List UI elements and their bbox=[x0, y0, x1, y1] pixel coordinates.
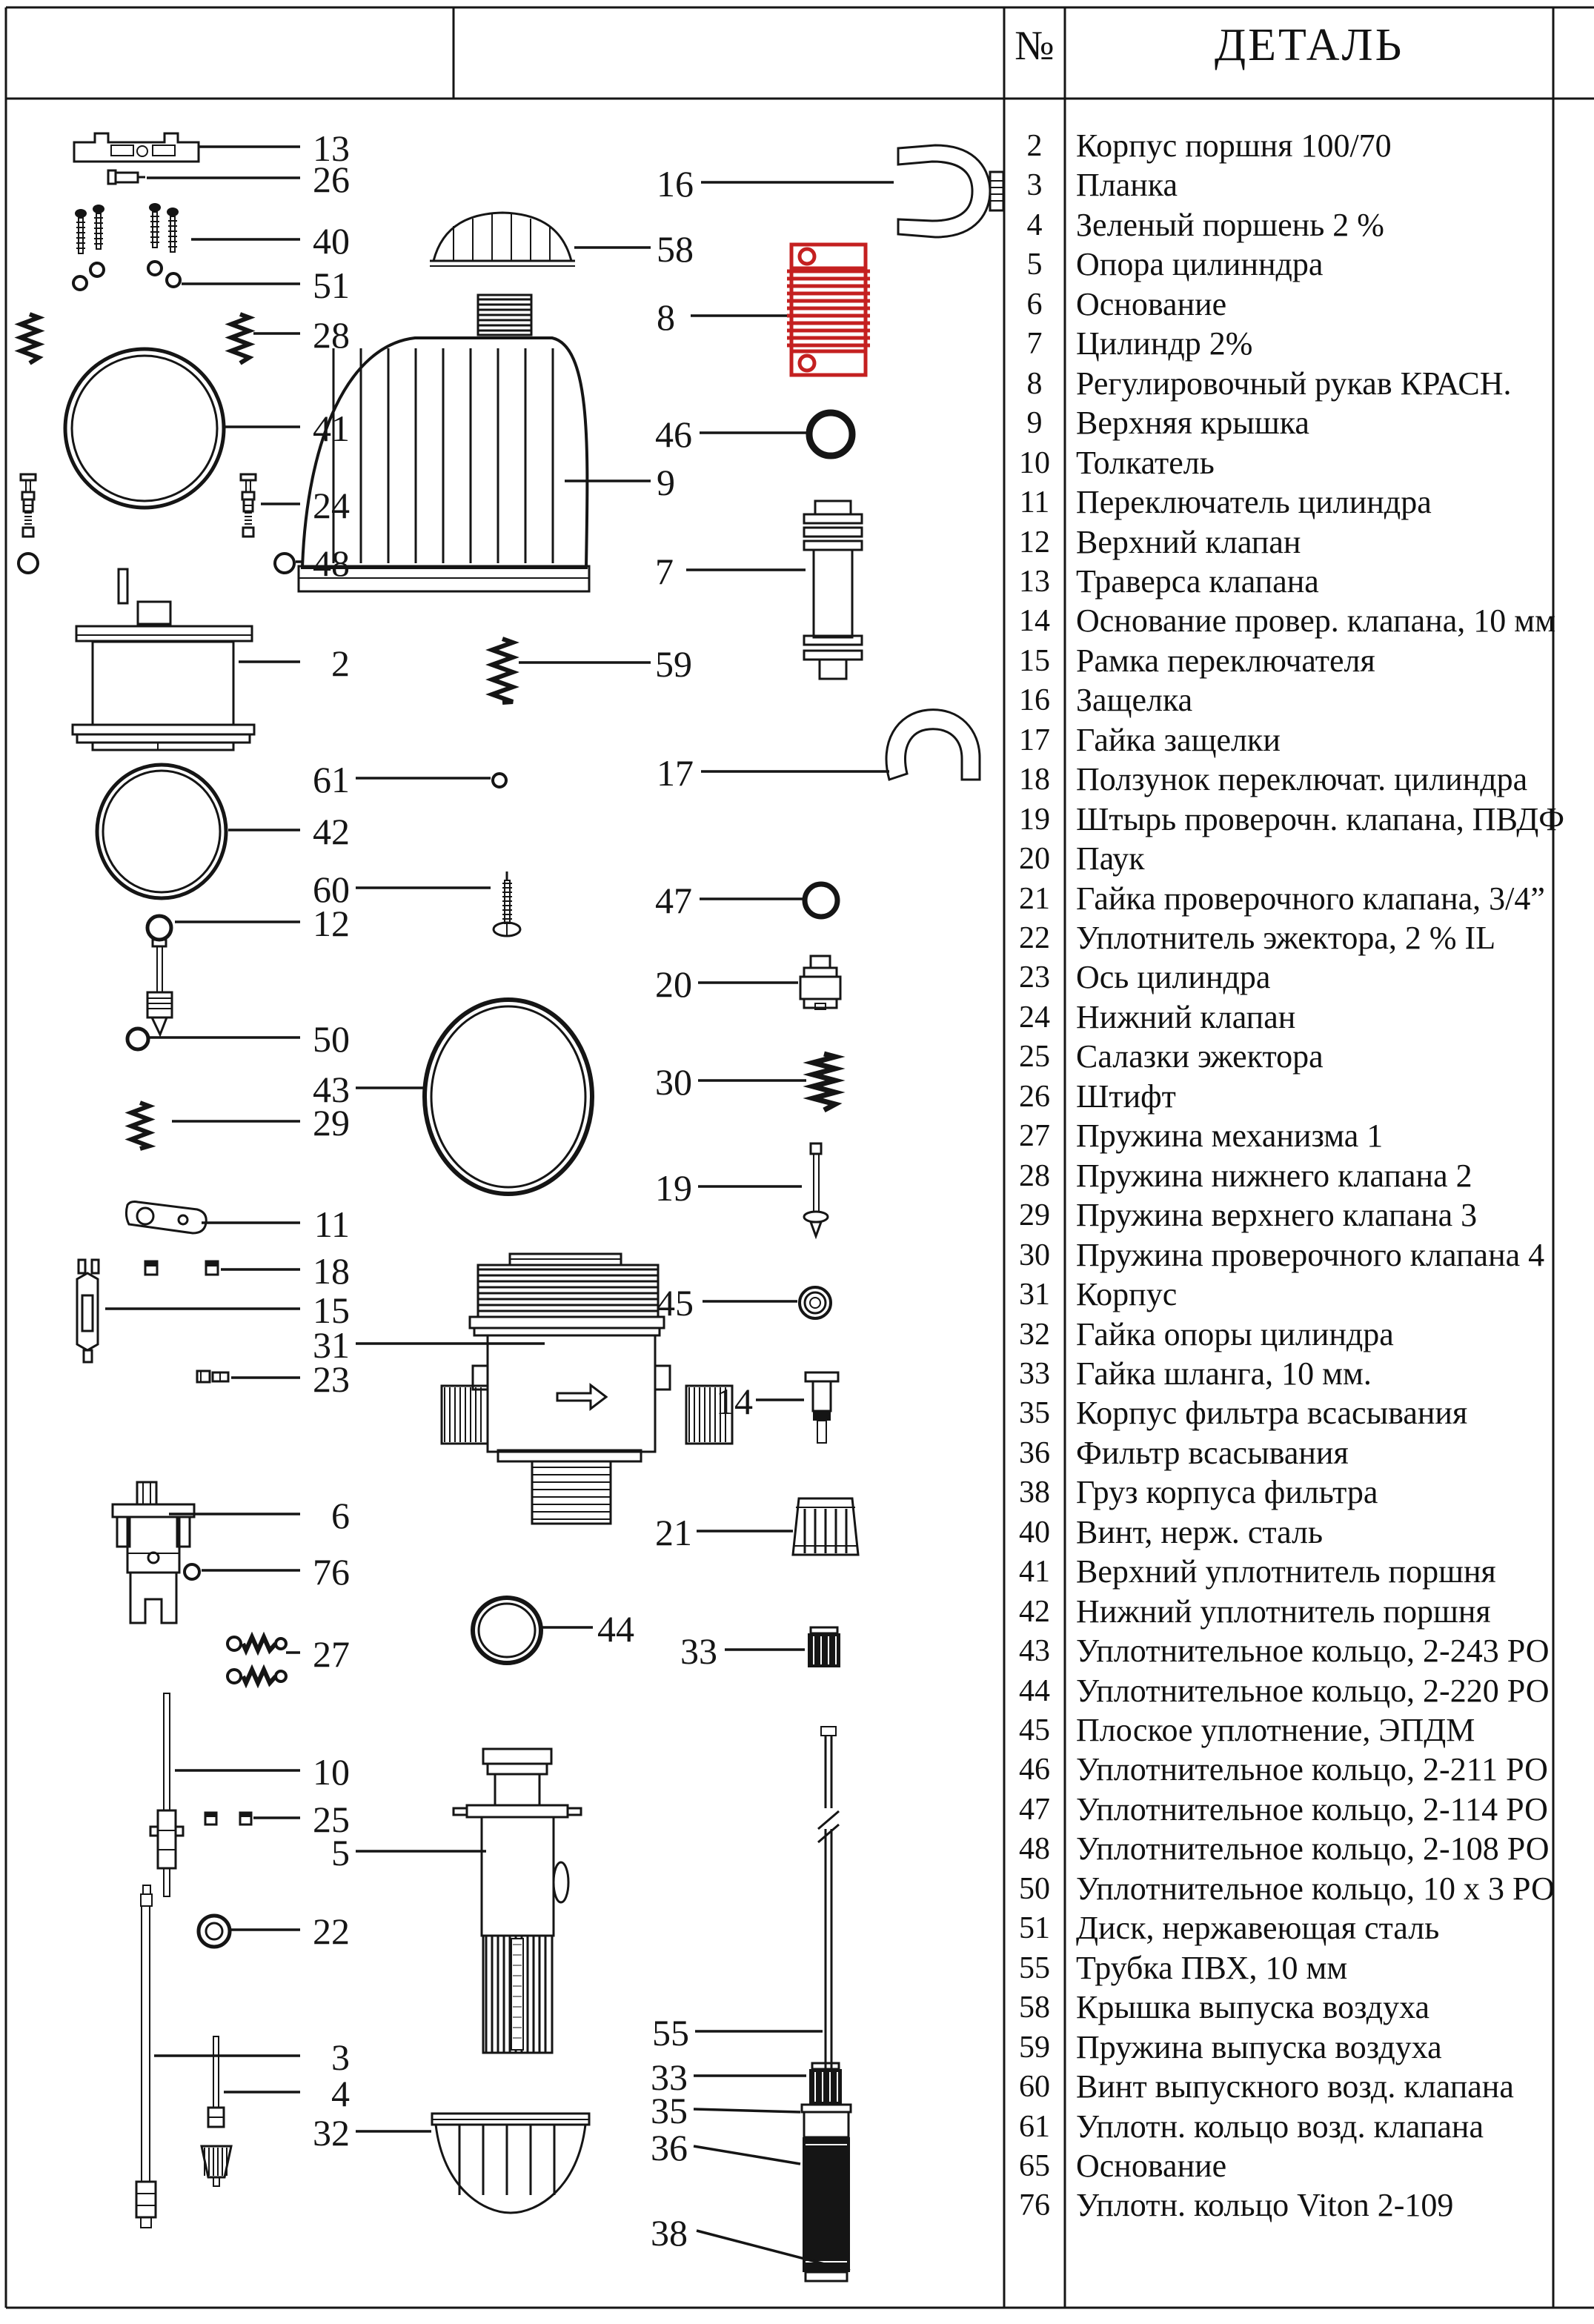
table-row-name: Груз корпуса фильтра bbox=[1076, 1474, 1378, 1511]
part-ring bbox=[137, 1208, 153, 1224]
table-row-name: Основание bbox=[1076, 2147, 1227, 2184]
part-ring bbox=[72, 356, 217, 501]
part-rect bbox=[811, 1627, 837, 1633]
part-ring bbox=[206, 1923, 222, 1939]
table-row-name: Защелка bbox=[1076, 682, 1193, 719]
table-row-number: 10 bbox=[1019, 445, 1050, 480]
part-ring bbox=[276, 1639, 286, 1649]
callout-label-16: 16 bbox=[657, 163, 694, 205]
table-row-number: 16 bbox=[1019, 683, 1050, 718]
part-rect bbox=[240, 1813, 251, 1817]
part-rect bbox=[164, 1868, 170, 1896]
part-rect bbox=[213, 2177, 219, 2186]
part-ring bbox=[19, 554, 38, 573]
part-rect bbox=[791, 245, 866, 268]
part-rect bbox=[142, 1906, 150, 2182]
table-row-name: Гайка проверочного клапана, 3/4” bbox=[1076, 880, 1545, 917]
part-rect bbox=[804, 968, 837, 977]
table-row-name: Уплотн. кольцо Viton 2-109 bbox=[1076, 2187, 1454, 2224]
part-ring bbox=[228, 1637, 241, 1650]
part-spring bbox=[231, 314, 249, 363]
part-path bbox=[93, 205, 104, 213]
table-row-name: Пружина механизма 1 bbox=[1076, 1118, 1384, 1155]
callout-label-29: 29 bbox=[313, 1102, 350, 1143]
table-row-name: Ползунок переключат. цилиндра bbox=[1076, 761, 1528, 798]
leader-line-36 bbox=[694, 2146, 800, 2164]
table-row-name: Уплотнительное кольцо, 2-211 РО bbox=[1076, 1751, 1548, 1788]
table-row-number: 59 bbox=[1019, 2030, 1050, 2065]
callout-label-48: 48 bbox=[313, 542, 350, 584]
callout-label-11: 11 bbox=[313, 1204, 350, 1245]
callout-label-47: 47 bbox=[655, 880, 692, 921]
table-row-name: Уплотн. кольцо возд. клапана bbox=[1076, 2108, 1484, 2145]
part-rect bbox=[478, 1265, 658, 1317]
part-rect bbox=[815, 501, 851, 514]
callout-label-36: 36 bbox=[651, 2127, 688, 2168]
part-rect bbox=[93, 642, 233, 725]
table-row-number: 58 bbox=[1019, 1991, 1050, 2025]
part-rect bbox=[76, 626, 252, 641]
callout-label-7: 7 bbox=[655, 551, 674, 592]
part-rect bbox=[532, 1461, 611, 1524]
table-row-number: 20 bbox=[1019, 842, 1050, 877]
part-ring bbox=[276, 1671, 286, 1681]
part-rect bbox=[990, 172, 1003, 210]
part-spring bbox=[243, 1637, 276, 1650]
table-row-number: 21 bbox=[1019, 881, 1050, 916]
callout-label-60: 60 bbox=[313, 869, 350, 910]
part-rect bbox=[143, 1885, 150, 1894]
part-rect bbox=[791, 351, 866, 375]
table-row-number: 55 bbox=[1019, 1950, 1050, 1985]
table-row-number: 65 bbox=[1019, 2148, 1050, 2183]
table-row-name: Зеленый поршень 2 % bbox=[1076, 206, 1384, 243]
callout-label-2: 2 bbox=[331, 643, 350, 684]
part-rect bbox=[158, 1810, 176, 1868]
part-rect bbox=[153, 145, 175, 156]
table-row-number: 12 bbox=[1019, 525, 1050, 560]
part-rect bbox=[821, 1727, 836, 1736]
part-rect bbox=[84, 1350, 92, 1362]
table-row-name: Планка bbox=[1076, 167, 1178, 204]
table-row-number: 31 bbox=[1019, 1278, 1050, 1312]
table-row-number: 33 bbox=[1019, 1356, 1050, 1391]
part-rect bbox=[21, 474, 36, 480]
part-path bbox=[302, 338, 587, 568]
part-rect bbox=[116, 173, 138, 182]
callout-label-28: 28 bbox=[313, 314, 350, 356]
table-row-number: 40 bbox=[1019, 1515, 1050, 1550]
callout-label-41: 41 bbox=[313, 408, 350, 449]
part-path bbox=[886, 710, 980, 780]
part-ring bbox=[228, 1670, 241, 1683]
part-path bbox=[167, 208, 179, 216]
part-rect bbox=[811, 956, 830, 968]
part-ring bbox=[809, 413, 852, 456]
callout-label-61: 61 bbox=[313, 759, 350, 800]
table-row-name: Основание провер. клапана, 10 мм bbox=[1076, 602, 1555, 640]
part-rect bbox=[817, 1421, 826, 1443]
part-ring bbox=[90, 263, 104, 276]
table-row-name: Цилиндр 2% bbox=[1076, 325, 1253, 362]
part-rect bbox=[136, 2182, 156, 2217]
part-path bbox=[898, 145, 990, 237]
callout-label-10: 10 bbox=[313, 1751, 350, 1793]
table-row-name: Пружина проверочного клапана 4 bbox=[1076, 1236, 1545, 1273]
table-row-number: 14 bbox=[1019, 604, 1050, 639]
table-row-number: 50 bbox=[1019, 1871, 1050, 1906]
table-row-number: 45 bbox=[1019, 1713, 1050, 1747]
part-rect bbox=[800, 977, 840, 999]
part-rect bbox=[246, 480, 250, 492]
part-rect bbox=[804, 2112, 849, 2137]
table-row-number: 44 bbox=[1019, 1673, 1050, 1708]
part-rect bbox=[137, 1482, 156, 1504]
callout-label-59: 59 bbox=[655, 643, 692, 685]
callout-label-33: 33 bbox=[651, 2056, 688, 2098]
part-ring bbox=[179, 1215, 187, 1224]
table-header-detail: ДЕТАЛЬ bbox=[1214, 20, 1404, 70]
part-rect bbox=[804, 651, 862, 660]
table-row-number: 27 bbox=[1019, 1119, 1050, 1154]
table-row-number: 22 bbox=[1019, 921, 1050, 955]
part-ring bbox=[425, 1000, 592, 1194]
callout-label-50: 50 bbox=[313, 1018, 350, 1060]
callout-label-58: 58 bbox=[657, 228, 694, 270]
part-ring bbox=[127, 1029, 148, 1049]
callout-label-33: 33 bbox=[680, 1630, 717, 1672]
part-ring bbox=[148, 1553, 159, 1563]
part-rect bbox=[176, 1827, 183, 1836]
table-row-number: 18 bbox=[1019, 763, 1050, 797]
table-row-name: Уплотнительное кольцо, 2-114 РО bbox=[1076, 1790, 1548, 1827]
callout-label-42: 42 bbox=[313, 811, 350, 852]
part-rect bbox=[23, 528, 33, 537]
part-rect bbox=[205, 1813, 216, 1817]
table-row-number: 28 bbox=[1019, 1158, 1050, 1193]
part-rect bbox=[77, 734, 250, 743]
table-row-name: Траверса клапана bbox=[1076, 562, 1319, 600]
part-rect bbox=[803, 2137, 850, 2272]
table-row-number: 43 bbox=[1019, 1634, 1050, 1669]
table-row-name: Ось цилиндра bbox=[1076, 959, 1271, 996]
part-rect bbox=[804, 528, 862, 537]
part-rect bbox=[495, 1774, 539, 1805]
table-row-number: 19 bbox=[1019, 802, 1050, 837]
table-row-number: 35 bbox=[1019, 1396, 1050, 1431]
part-ring bbox=[805, 1292, 826, 1313]
part-rect bbox=[814, 550, 852, 637]
part-ring bbox=[554, 1862, 568, 1902]
table-row-number: 30 bbox=[1019, 1238, 1050, 1272]
callout-label-43: 43 bbox=[313, 1069, 350, 1110]
table-row-number: 9 bbox=[1026, 406, 1043, 441]
part-path bbox=[75, 209, 87, 218]
callout-label-31: 31 bbox=[313, 1324, 350, 1366]
table-row-name: Пружина нижнего клапана 2 bbox=[1076, 1157, 1472, 1194]
callout-label-38: 38 bbox=[651, 2212, 688, 2254]
callout-label-24: 24 bbox=[313, 485, 350, 526]
table-row-name: Винт выпускного возд. клапана bbox=[1076, 2068, 1514, 2105]
part-ring bbox=[804, 1212, 828, 1222]
part-rect bbox=[814, 1154, 819, 1212]
part-ring bbox=[479, 1604, 535, 1657]
part-rect bbox=[141, 2217, 151, 2228]
table-row-number: 51 bbox=[1019, 1911, 1050, 1946]
table-row-name: Плоское уплотнение, ЭПДМ bbox=[1076, 1712, 1475, 1748]
table-row-name: Уплотнительное кольцо, 2-108 РО bbox=[1076, 1830, 1550, 1868]
part-ring bbox=[185, 1564, 199, 1579]
part-rect bbox=[804, 541, 862, 550]
part-path bbox=[77, 1273, 98, 1350]
part-rect bbox=[157, 946, 162, 992]
part-ring bbox=[167, 273, 180, 287]
table-row-number: 3 bbox=[1026, 168, 1043, 203]
part-ring bbox=[431, 1006, 585, 1187]
table-row-name: Уплотнительное кольцо, 2-243 РО bbox=[1076, 1633, 1550, 1670]
table-row-number: 6 bbox=[1026, 287, 1043, 322]
table-row-name: Салазки эжектора bbox=[1076, 1038, 1324, 1075]
callout-label-4: 4 bbox=[331, 2073, 350, 2114]
table-row-name: Паук bbox=[1076, 840, 1145, 877]
leader-line-35 bbox=[694, 2109, 800, 2112]
part-ring bbox=[65, 349, 224, 508]
part-rect bbox=[568, 1808, 581, 1815]
part-rect bbox=[241, 474, 256, 480]
part-rect bbox=[92, 1260, 99, 1273]
table-row-number: 32 bbox=[1019, 1317, 1050, 1352]
table-row-number: 13 bbox=[1019, 564, 1050, 599]
part-rect bbox=[243, 528, 253, 537]
table-row-number: 15 bbox=[1019, 643, 1050, 678]
table-row-name: Переключатель цилиндра bbox=[1076, 484, 1432, 521]
part-rect bbox=[467, 1805, 568, 1817]
table-row-number: 7 bbox=[1026, 327, 1043, 362]
table-row-number: 23 bbox=[1019, 960, 1050, 995]
callout-label-23: 23 bbox=[313, 1358, 350, 1400]
table-row-name: Верхняя крышка bbox=[1076, 405, 1309, 442]
part-rect bbox=[141, 1894, 152, 1906]
part-rect bbox=[811, 1143, 821, 1154]
part-rect bbox=[454, 1808, 467, 1815]
table-row-number: 17 bbox=[1019, 723, 1050, 757]
table-row-number: 42 bbox=[1019, 1594, 1050, 1629]
part-rect bbox=[813, 1411, 831, 1421]
table-row-number: 60 bbox=[1019, 2070, 1050, 2105]
part-rect bbox=[206, 1261, 218, 1266]
part-ring bbox=[275, 554, 294, 573]
part-rect bbox=[147, 992, 172, 1017]
table-row-name: Гайка опоры цилиндра bbox=[1076, 1315, 1394, 1352]
part-ring bbox=[473, 1598, 541, 1663]
part-rect bbox=[483, 1749, 551, 1764]
part-spring bbox=[131, 1103, 149, 1149]
part-path bbox=[74, 133, 199, 162]
part-ring bbox=[800, 249, 814, 264]
callout-label-25: 25 bbox=[313, 1799, 350, 1840]
table-row-name: Корпус поршня 100/70 bbox=[1076, 127, 1392, 164]
part-ring bbox=[73, 276, 87, 290]
part-rect bbox=[488, 1764, 547, 1774]
part-spring bbox=[21, 314, 39, 363]
part-spring bbox=[243, 1670, 276, 1683]
part-spring bbox=[492, 639, 513, 703]
callout-label-76: 76 bbox=[313, 1551, 350, 1593]
table-row-name: Основание bbox=[1076, 285, 1227, 322]
table-row-name: Верхний клапан bbox=[1076, 523, 1301, 560]
part-rect bbox=[73, 725, 254, 734]
part-ring bbox=[97, 765, 226, 898]
part-ring bbox=[493, 774, 506, 787]
callout-label-26: 26 bbox=[313, 159, 350, 200]
callout-label-9: 9 bbox=[657, 462, 675, 503]
table-row-name: Корпус bbox=[1076, 1276, 1178, 1313]
table-row-name: Уплотнитель эжектора, 2 % IL bbox=[1076, 920, 1496, 956]
table-row-number: 76 bbox=[1019, 2188, 1050, 2223]
part-path bbox=[557, 1385, 606, 1409]
table-row-number: 38 bbox=[1019, 1475, 1050, 1510]
table-row-name: Нижний уплотнитель поршня bbox=[1076, 1593, 1491, 1630]
callout-label-32: 32 bbox=[313, 2112, 350, 2154]
part-ring bbox=[800, 356, 814, 371]
callout-label-6: 6 bbox=[331, 1495, 350, 1536]
part-ring bbox=[147, 916, 171, 940]
callout-label-8: 8 bbox=[657, 296, 675, 338]
callout-label-55: 55 bbox=[652, 2012, 689, 2054]
table-row-name: Нижний клапан bbox=[1076, 998, 1296, 1035]
table-row-name: Пружина выпуска воздуха bbox=[1076, 2028, 1442, 2065]
table-row-name: Гайка шланга, 10 мм. bbox=[1076, 1355, 1372, 1392]
part-path bbox=[436, 2125, 585, 2213]
part-rect bbox=[153, 940, 166, 946]
part-rect bbox=[138, 602, 170, 624]
part-path bbox=[130, 1573, 176, 1623]
table-row-number: 8 bbox=[1026, 366, 1043, 401]
callout-label-30: 30 bbox=[655, 1061, 692, 1103]
part-rect bbox=[820, 660, 846, 679]
table-row-number: 24 bbox=[1019, 1000, 1050, 1035]
part-rect bbox=[26, 480, 30, 492]
part-rect bbox=[482, 1817, 554, 1936]
part-rect bbox=[82, 1295, 93, 1331]
table-row-name: Штырь проверочн. клапана, ПВДФ bbox=[1076, 800, 1565, 837]
callout-label-46: 46 bbox=[655, 414, 692, 455]
table-row-number: 36 bbox=[1019, 1435, 1050, 1470]
table-row-number: 25 bbox=[1019, 1040, 1050, 1075]
table-row-name: Пружина верхнего клапана 3 bbox=[1076, 1197, 1478, 1234]
table-header-number: № bbox=[1014, 23, 1055, 69]
table-row-name: Толкатель bbox=[1076, 444, 1215, 481]
table-row-name: Регулировочный рукав КРАСН. bbox=[1076, 365, 1512, 402]
table-row-number: 29 bbox=[1019, 1198, 1050, 1233]
table-row-name: Опора цилинндра bbox=[1076, 246, 1324, 283]
callout-label-14: 14 bbox=[716, 1381, 753, 1422]
part-rect bbox=[213, 2036, 219, 2108]
table-row-name: Верхний уплотнитель поршня bbox=[1076, 1553, 1496, 1590]
part-rect bbox=[111, 145, 133, 156]
part-rect bbox=[806, 2272, 847, 2281]
table-row-number: 41 bbox=[1019, 1555, 1050, 1590]
table-row-name: Уплотнительное кольцо, 2-220 РО bbox=[1076, 1672, 1550, 1709]
part-rect bbox=[470, 1317, 664, 1328]
part-rect bbox=[119, 569, 127, 603]
part-path bbox=[149, 203, 161, 212]
part-ring bbox=[805, 884, 837, 917]
table-row-name: Трубка ПВХ, 10 мм bbox=[1076, 1949, 1348, 1986]
part-rect bbox=[145, 1261, 157, 1266]
callout-label-20: 20 bbox=[655, 963, 692, 1005]
table-row-number: 5 bbox=[1026, 248, 1043, 282]
callout-label-18: 18 bbox=[313, 1250, 350, 1292]
part-rect bbox=[93, 743, 233, 750]
table-row-number: 26 bbox=[1019, 1079, 1050, 1114]
table-row-name: Рамка переключателя bbox=[1076, 642, 1375, 679]
part-rect bbox=[150, 1827, 158, 1836]
part-rect bbox=[813, 1381, 831, 1411]
table-row-name: Фильтр всасывания bbox=[1076, 1434, 1349, 1471]
callout-label-35: 35 bbox=[651, 2090, 688, 2131]
part-ring bbox=[810, 1298, 820, 1308]
part-rect bbox=[197, 1371, 210, 1382]
part-rect bbox=[79, 1260, 85, 1273]
table-row-name: Штифт bbox=[1076, 1078, 1176, 1115]
table-row-number: 48 bbox=[1019, 1832, 1050, 1867]
part-ring bbox=[199, 1916, 230, 1947]
part-ring bbox=[103, 771, 220, 892]
part-ring bbox=[148, 262, 162, 275]
table-row-name: Гайка защелки bbox=[1076, 721, 1281, 758]
callout-label-3: 3 bbox=[331, 2036, 350, 2078]
part-path bbox=[152, 1017, 167, 1035]
callout-label-45: 45 bbox=[657, 1282, 694, 1324]
part-path bbox=[127, 1517, 179, 1573]
callout-label-40: 40 bbox=[313, 220, 350, 262]
table-row-number: 47 bbox=[1019, 1792, 1050, 1827]
part-rect bbox=[806, 1372, 838, 1381]
table-row-number: 11 bbox=[1019, 485, 1050, 520]
callout-label-27: 27 bbox=[313, 1633, 350, 1675]
table-row-name: Крышка выпуска воздуха bbox=[1076, 1989, 1430, 2026]
table-row-name: Корпус фильтра всасывания bbox=[1076, 1395, 1468, 1432]
part-rect bbox=[655, 1366, 670, 1390]
callout-label-15: 15 bbox=[313, 1289, 350, 1331]
table-row-name: Диск, нержавеющая сталь bbox=[1076, 1910, 1440, 1947]
callout-label-13: 13 bbox=[313, 127, 350, 169]
table-row-name: Винт, нерж. сталь bbox=[1076, 1513, 1324, 1550]
part-path bbox=[811, 1222, 821, 1236]
table-row-number: 2 bbox=[1026, 129, 1043, 163]
callout-label-51: 51 bbox=[313, 265, 350, 306]
callout-label-17: 17 bbox=[657, 752, 694, 794]
table-row-number: 46 bbox=[1019, 1753, 1050, 1787]
table-row-number: 4 bbox=[1026, 208, 1043, 242]
part-rect bbox=[164, 1693, 170, 1810]
callout-label-5: 5 bbox=[331, 1832, 350, 1873]
table-row-number: 61 bbox=[1019, 2109, 1050, 2144]
table-row-name: Уплотнительное кольцо, 10 х 3 РО bbox=[1076, 1870, 1555, 1907]
part-ring bbox=[137, 146, 147, 156]
callout-label-12: 12 bbox=[313, 903, 350, 944]
part-spring bbox=[813, 1054, 835, 1110]
callout-label-21: 21 bbox=[655, 1512, 692, 1553]
callout-label-19: 19 bbox=[655, 1167, 692, 1209]
part-rect bbox=[804, 514, 862, 523]
callout-label-22: 22 bbox=[313, 1910, 350, 1952]
callout-label-44: 44 bbox=[597, 1608, 634, 1650]
